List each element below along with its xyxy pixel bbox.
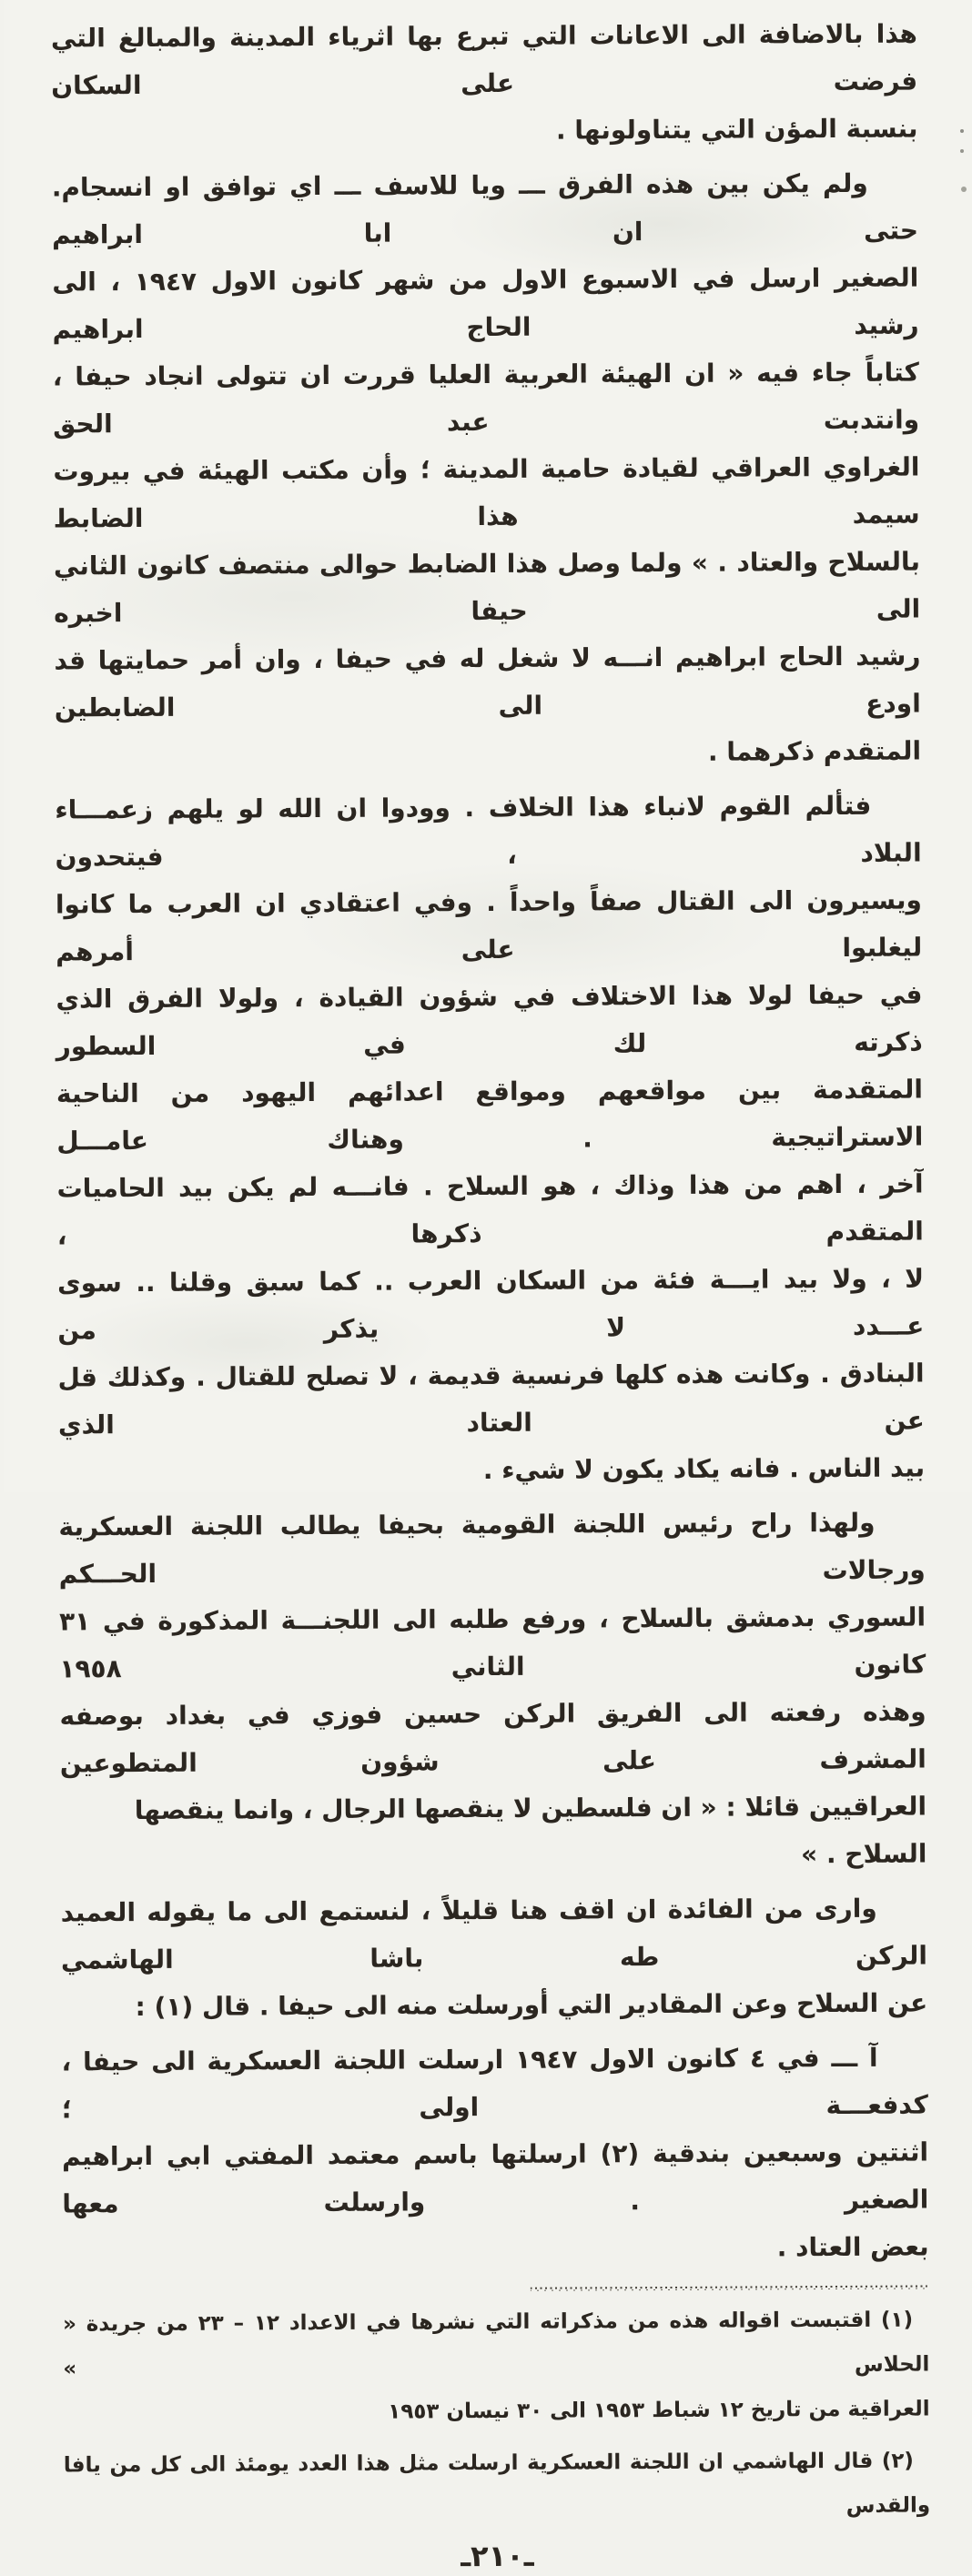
footnote-separator — [531, 2285, 927, 2290]
text-line: كتاباً جاء فيه « ان الهيئة العربية العليا قررت ان تتولى انجاد حيفا ، وانتدبت عبد الحق — [52, 357, 920, 439]
text-line: ويسيرون الى القتال صفاً واحداً . وفي اعتقادي ان العرب ما كانوا ليغلبوا على أمرهم — [55, 884, 923, 967]
footnote — [64, 2439, 931, 2532]
text-line: المتقدمة بين مواقعهم ومواقع اعدائهم اليهود من الناحية الاستراتيجية . وهناك عامـــل — [56, 1074, 924, 1157]
paragraph — [55, 783, 925, 1497]
paragraph — [58, 1499, 926, 1882]
text-line: لا ، ولا بيد ايـــة فئة من السكان العرب .. كما سبق وقلنا .. سوى عـــدد لا يذكر من — [56, 1263, 925, 1346]
paragraph — [61, 1884, 928, 2031]
text-line: وهذه رفعته الى الفريق الركن حسين فوزي في بغداد بوصفه المشرف على شؤون المتطوعين — [59, 1696, 926, 1779]
text-line: رشيد الحاج ابراهيم انـــه لا شغل له في حيفا ، وان أمر حمايتها قد اودع الى الضابطين — [54, 641, 921, 723]
text-line: بيد الناس . فانه يكاد يكون لا شيء . — [482, 1452, 926, 1486]
text-line: البنادق . وكانت هذه كلها فرنسية قديمة ، لا تصلح للقتال . وكذلك قل عن العتاد الذي — [57, 1358, 925, 1440]
paragraph — [52, 160, 922, 780]
text-line: الغراوي العراقي لقيادة حامية المدينة ؛ وأن مكتب الهيئة في بيروت سيمد هذا الضابط — [53, 451, 920, 534]
footnote-line: (٢) قال الهاشمي ان اللجنة العسكرية ارسلت مثل هذا العدد يومئذ الى كل من يافا والقدس — [63, 2449, 931, 2518]
text-line: بنسبة المؤن التي يتناولونها . — [555, 113, 918, 146]
text-line: ولم يكن بين هذه الفرق ـــ ويا للاسف ـــ اي توافق او انسجام. حتى ان ابا ابراهيم — [51, 167, 919, 250]
text-line: بالسلاح والعتاد . » ولما وصل هذا الضابط حوالى منتصف كانون الثاني الى حيفا اخبره — [53, 546, 921, 629]
footnote-line: (١) اقتبست اقواله هذه من مذكراته التي نشرها في الاعداد ١٢ – ٢٣ من جريدة « الحلاس » — [63, 2308, 930, 2381]
text-line: فتألم القوم لانباء هذا الخلاف . وودوا ان الله لو يلهم زعمـــاء البلاد ، فيتحدون — [55, 790, 922, 873]
paragraph — [61, 2034, 928, 2275]
text-line: ولهذا راح رئيس اللجنة القومية بحيفا يطالب اللجنة العسكرية ورجالات الحـــكم — [58, 1507, 926, 1590]
footnotes — [63, 2298, 930, 2532]
text-line: آخر ، اهم من هذا وذاك ، هو السلاح . فانـــه لم يكن بيد الحاميات المتقدم ذكرها ، — [56, 1168, 924, 1251]
text-line: السوري بدمشق بالسلاح ، ورفع طلبه الى اللجنـــة المذكورة في ٣١ كانون الثاني ١٩٥٨ — [58, 1601, 926, 1684]
text-line: عن السلاح وعن المقادير التي أورسلت منه الى حيفا . قال (١) : — [135, 1987, 928, 2023]
text-line: اثنتين وسبعين بندقية (٢) ارسلتها باسم معتمد المفتي ابي ابراهيم الصغير . وارسلت معها — [62, 2137, 929, 2219]
scanned-book-page — [4, 0, 972, 2574]
text-line: بعض العتاد . — [776, 2231, 929, 2263]
text-line: العراقيين قائلا : « ان فلسطين لا ينقصها الرجال ، وانما ينقصها السلاح . » — [134, 1791, 927, 1870]
page-number: ـ٢١٠ـ — [461, 2538, 534, 2574]
text-line: آ ـــ في ٤ كانون الاول ١٩٤٧ ارسلت اللجنة العسكرية الى حيفا ، كدفعـــة اولى ؛ — [61, 2042, 928, 2125]
footnote-line: العراقية من تاريخ ١٢ شباط ١٩٥٣ الى ٣٠ نيسان ١٩٥٣ — [388, 2397, 930, 2424]
text-line: في حيفا لولا هذا الاختلاف في شؤون القيادة ، ولولا الفرق الذي ذكرته لك في السطور — [56, 979, 923, 1062]
text-line: هذا بالاضافة الى الاعانات التي تبرع بها اثرياء المدينة والمبالغ التي فرضت على السكان — [50, 18, 918, 101]
text-line: المتقدم ذكرهما . — [707, 735, 922, 767]
text-line: الصغير ارسل في الاسبوع الاول من شهر كانون الاول ١٩٤٧ ، الى رشيد الحاج ابراهيم — [52, 262, 919, 345]
footnote — [63, 2298, 930, 2436]
paragraph — [51, 11, 918, 157]
text-line: وارى من الفائدة ان اقف هنا قليلاً ، لنستمع الى ما يقوله العميد الركن طه باشا الهاشمي — [60, 1893, 928, 1975]
